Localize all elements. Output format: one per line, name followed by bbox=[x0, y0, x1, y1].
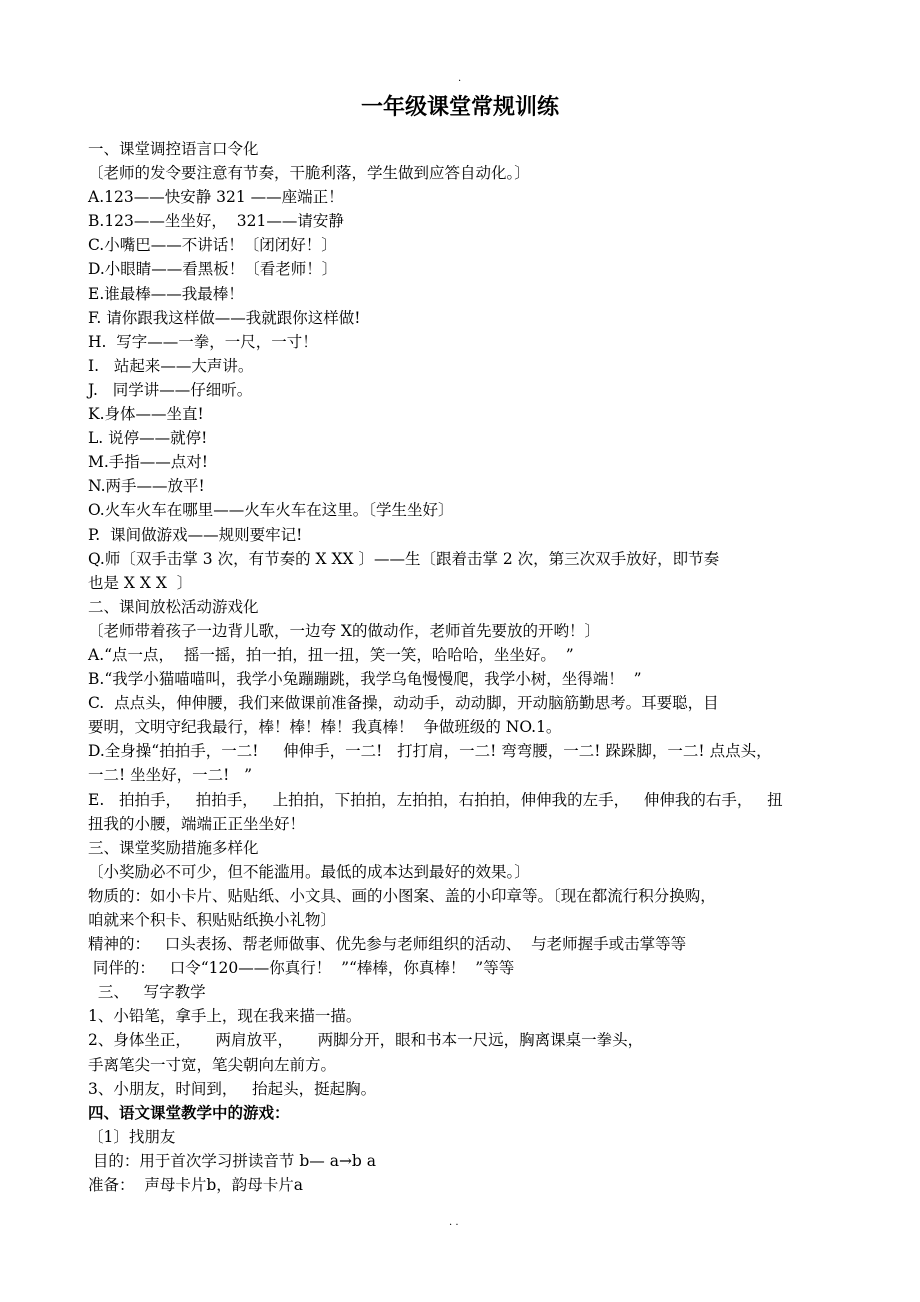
text-line: 要明，文明守纪我最行，棒！棒！棒！我真棒！ 争做班级的 NO.1。 bbox=[88, 718, 562, 737]
text-line: 〔1〕找朋友 bbox=[88, 1127, 176, 1146]
text-line: A.123——快安静 321 ——座端正！ bbox=[88, 188, 344, 207]
text-line: E. 拍拍手， 拍拍手， 上拍拍，下拍拍，左拍拍，右拍拍，伸伸我的左手， 伸伸我的右手， 扭 bbox=[88, 790, 783, 809]
top-mark: . bbox=[458, 73, 462, 84]
text-line: A.“点一点， 摇一摇，拍一拍，扭一扭，笑一笑，哈哈哈，坐坐好。 ” bbox=[88, 645, 574, 664]
text-line: 3、小朋友，时间到， 抬起头，挺起胸。 bbox=[88, 1079, 377, 1098]
text-line: 精神的： 口头表扬、帮老师做事、优先参与老师组织的活动、 与老师握手或击掌等等 bbox=[88, 935, 687, 954]
text-line: B.123——坐坐好， 321——请安静 bbox=[88, 212, 344, 231]
text-line: H. 写字——一拳，一尺，一寸！ bbox=[88, 332, 318, 351]
text-line: I. 站起来——大声讲。 bbox=[88, 356, 254, 375]
text-line: F. 请你跟我这样做——我就跟你这样做! bbox=[88, 308, 361, 327]
text-line: O.火车火车在哪里——火车火车在这里。〔学生坐好〕 bbox=[88, 501, 454, 520]
text-line: 准备： 声母卡片b，韵母卡片a bbox=[88, 1176, 304, 1195]
text-line: C.小嘴巴——不讲话！〔闭闭好！〕 bbox=[88, 236, 337, 255]
text-line: 〔老师带着孩子一边背儿歌，一边夸 X的做动作，老师首先要放的开哟！〕 bbox=[88, 621, 600, 640]
text-line: 扭我的小腰，端端正正坐坐好！ bbox=[88, 814, 306, 833]
bottom-mark: . . bbox=[449, 1217, 459, 1228]
text-line: 三、 写字教学 bbox=[88, 983, 206, 1002]
text-line: 同伴的： 口令“120——你真行！ ”“棒棒，你真棒！ ”等等 bbox=[88, 959, 515, 978]
text-line: Q.师〔双手击掌 3 次，有节奏的 X XX 〕——生〔跟着击掌 2 次，第三次双手放好，即节奏 bbox=[88, 549, 720, 568]
text-line: E.谁最棒——我最棒！ bbox=[88, 284, 244, 303]
text-line: 手离笔尖一寸宽，笔尖朝向左前方。 bbox=[88, 1055, 337, 1074]
text-line: 二、课间放松活动游戏化 bbox=[88, 597, 259, 616]
text-line: B.“我学小猫喵喵叫，我学小兔蹦蹦跳，我学乌龟慢慢爬，我学小树，坐得端！ ” bbox=[88, 670, 642, 689]
text-line: M.手指——点对! bbox=[88, 453, 209, 472]
document-body bbox=[88, 137, 848, 1197]
text-line: D.小眼睛——看黑板！〔看老师！〕 bbox=[88, 260, 338, 279]
text-line: 四、语文课堂教学中的游戏： bbox=[88, 1103, 290, 1122]
text-line: K.身体——坐直! bbox=[88, 405, 204, 424]
text-line: L. 说停——就停! bbox=[88, 429, 208, 448]
text-line: N.两手——放平! bbox=[88, 477, 205, 496]
text-line: J. 同学讲——仔细听。 bbox=[88, 380, 253, 399]
text-line: 目的：用于首次学习拼读音节 b— a→b a bbox=[88, 1151, 377, 1170]
text-line: C. 点点头，伸伸腰，我们来做课前准备操，动动手，动动脚，开动脑筋勤思考。耳要聪，目 bbox=[88, 694, 719, 713]
text-line: 物质的：如小卡片、贴贴纸、小文具、画的小图案、盖的小印章等。〔现在都流行积分换购， bbox=[88, 886, 716, 905]
text-line: 1、小铅笔，拿手上，现在我来描一描。 bbox=[88, 1007, 362, 1026]
text-line: 三、课堂奖励措施多样化 bbox=[88, 838, 259, 857]
text-line: 〔老师的发令要注意有节奏，干脆利落，学生做到应答自动化。〕 bbox=[88, 164, 530, 183]
text-line: P. 课间做游戏——规则要牢记! bbox=[88, 525, 303, 544]
text-line: 一二! 坐坐好，一二! ” bbox=[88, 766, 253, 785]
text-line: D.全身操“拍拍手，一二! 伸伸手，一二! 打打肩，一二! 弯弯腰，一二! 跺跺脚，一二! 点点头， bbox=[88, 742, 772, 761]
text-line: 咱就来个积卡、积贴贴纸换小礼物〕 bbox=[88, 911, 337, 929]
page-title: 一年级课堂常规训练 bbox=[360, 95, 559, 120]
text-line: 2、身体坐正， 两肩放平， 两脚分开，眼和书本一尺远，胸离课桌一拳头， bbox=[88, 1031, 644, 1050]
text-line: 也是 X X X 〕 bbox=[88, 573, 193, 592]
text-line: 一、课堂调控语言口令化 bbox=[88, 140, 259, 158]
text-line: 〔小奖励必不可少，但不能滥用。最低的成本达到最好的效果。〕 bbox=[88, 862, 530, 881]
